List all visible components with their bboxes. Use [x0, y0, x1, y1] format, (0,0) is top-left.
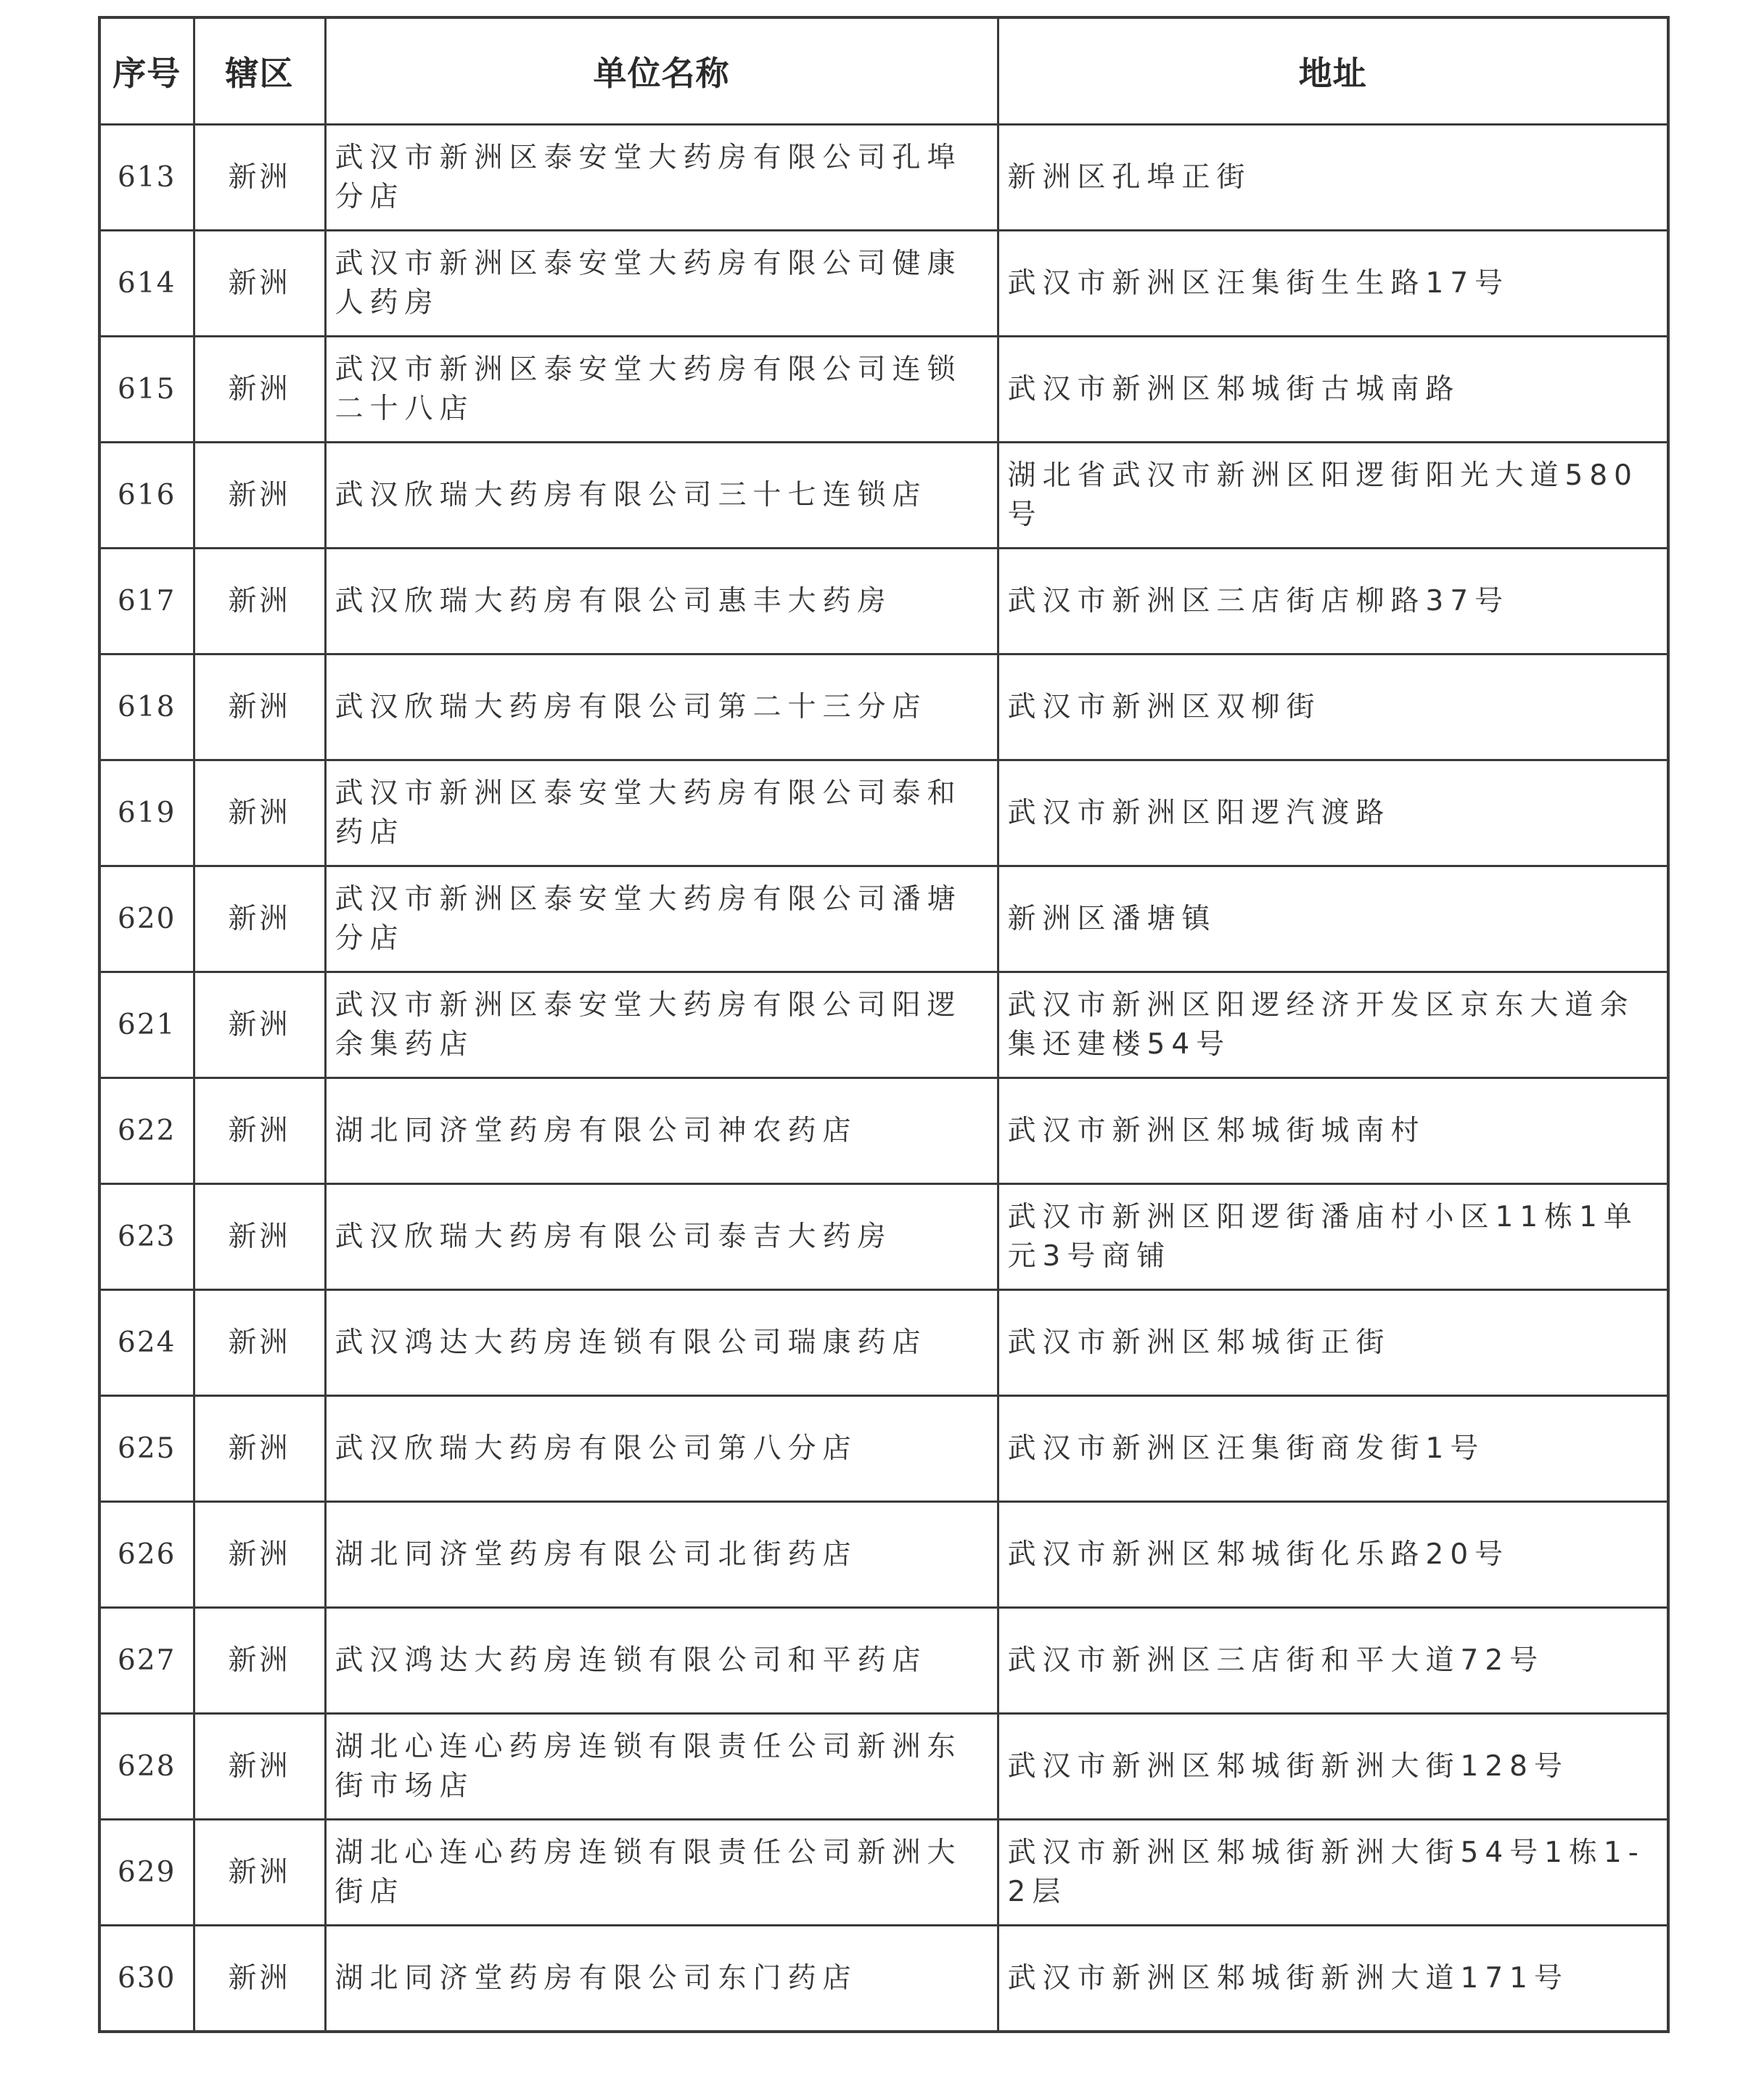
table-row — [99, 1926, 1668, 2032]
cell-no: 628 — [99, 1714, 194, 1820]
table-row — [99, 1714, 1668, 1820]
cell-name: 湖北心连心药房连锁有限责任公司新洲东街市场店 — [325, 1714, 998, 1820]
cell-no: 621 — [99, 972, 194, 1078]
table-row — [99, 231, 1668, 337]
cell-address: 武汉市新洲区三店街店柳路37号 — [998, 549, 1668, 654]
table-row — [99, 1078, 1668, 1184]
cell-district: 新洲 — [194, 1714, 325, 1820]
table-row — [99, 1608, 1668, 1714]
cell-name: 武汉市新洲区泰安堂大药房有限公司连锁二十八店 — [325, 337, 998, 443]
cell-district: 新洲 — [194, 1502, 325, 1608]
cell-no: 617 — [99, 549, 194, 654]
header-no: 序号 — [99, 17, 194, 125]
cell-name: 武汉鸿达大药房连锁有限公司和平药店 — [325, 1608, 998, 1714]
cell-address: 武汉市新洲区邾城街化乐路20号 — [998, 1502, 1668, 1608]
cell-address: 武汉市新洲区阳逻经济开发区京东大道余集还建楼54号 — [998, 972, 1668, 1078]
table-row — [99, 443, 1668, 549]
header-district: 辖区 — [194, 17, 325, 125]
cell-address: 武汉市新洲区阳逻汽渡路 — [998, 760, 1668, 866]
cell-no: 625 — [99, 1396, 194, 1502]
table-row — [99, 1502, 1668, 1608]
cell-name: 武汉市新洲区泰安堂大药房有限公司孔埠分店 — [325, 125, 998, 231]
cell-no: 615 — [99, 337, 194, 443]
cell-district: 新洲 — [194, 443, 325, 549]
cell-no: 622 — [99, 1078, 194, 1184]
table-row — [99, 125, 1668, 231]
cell-name: 武汉欣瑞大药房有限公司泰吉大药房 — [325, 1184, 998, 1290]
table-row — [99, 1396, 1668, 1502]
cell-name: 湖北同济堂药房有限公司北街药店 — [325, 1502, 998, 1608]
cell-district: 新洲 — [194, 1820, 325, 1926]
cell-address: 武汉市新洲区阳逻街潘庙村小区11栋1单元3号商铺 — [998, 1184, 1668, 1290]
table-row — [99, 1820, 1668, 1926]
header-address: 地址 — [998, 17, 1668, 125]
cell-district: 新洲 — [194, 1184, 325, 1290]
cell-name: 武汉欣瑞大药房有限公司第二十三分店 — [325, 654, 998, 760]
table-row — [99, 1184, 1668, 1290]
cell-district: 新洲 — [194, 549, 325, 654]
cell-address: 武汉市新洲区邾城街城南村 — [998, 1078, 1668, 1184]
cell-district: 新洲 — [194, 1078, 325, 1184]
cell-district: 新洲 — [194, 231, 325, 337]
cell-district: 新洲 — [194, 866, 325, 972]
cell-address: 武汉市新洲区汪集街商发街1号 — [998, 1396, 1668, 1502]
cell-district: 新洲 — [194, 1608, 325, 1714]
cell-no: 616 — [99, 443, 194, 549]
cell-district: 新洲 — [194, 972, 325, 1078]
cell-no: 630 — [99, 1926, 194, 2032]
cell-address: 武汉市新洲区邾城街新洲大道171号 — [998, 1926, 1668, 2032]
table-body — [99, 125, 1668, 2032]
cell-no: 613 — [99, 125, 194, 231]
cell-address: 新洲区孔埠正街 — [998, 125, 1668, 231]
cell-no: 626 — [99, 1502, 194, 1608]
pharmacy-table — [98, 16, 1670, 2033]
cell-address: 武汉市新洲区双柳街 — [998, 654, 1668, 760]
cell-no: 627 — [99, 1608, 194, 1714]
cell-district: 新洲 — [194, 1396, 325, 1502]
cell-name: 武汉市新洲区泰安堂大药房有限公司健康人药房 — [325, 231, 998, 337]
cell-district: 新洲 — [194, 760, 325, 866]
header-row — [99, 17, 1668, 125]
cell-district: 新洲 — [194, 1290, 325, 1396]
cell-no: 629 — [99, 1820, 194, 1926]
table-row — [99, 549, 1668, 654]
cell-no: 614 — [99, 231, 194, 337]
document-page — [98, 16, 1667, 2033]
cell-name: 武汉市新洲区泰安堂大药房有限公司潘塘分店 — [325, 866, 998, 972]
cell-address: 武汉市新洲区汪集街生生路17号 — [998, 231, 1668, 337]
table-row — [99, 1290, 1668, 1396]
table-row — [99, 760, 1668, 866]
cell-name: 武汉欣瑞大药房有限公司第八分店 — [325, 1396, 998, 1502]
cell-name: 武汉欣瑞大药房有限公司惠丰大药房 — [325, 549, 998, 654]
cell-no: 624 — [99, 1290, 194, 1396]
cell-district: 新洲 — [194, 1926, 325, 2032]
cell-district: 新洲 — [194, 654, 325, 760]
cell-name: 武汉欣瑞大药房有限公司三十七连锁店 — [325, 443, 998, 549]
table-row — [99, 972, 1668, 1078]
table-row — [99, 654, 1668, 760]
cell-address: 新洲区潘塘镇 — [998, 866, 1668, 972]
cell-district: 新洲 — [194, 125, 325, 231]
cell-address: 武汉市新洲区邾城街新洲大街128号 — [998, 1714, 1668, 1820]
cell-address: 武汉市新洲区邾城街古城南路 — [998, 337, 1668, 443]
cell-no: 623 — [99, 1184, 194, 1290]
table-header — [99, 17, 1668, 125]
cell-name: 武汉市新洲区泰安堂大药房有限公司泰和药店 — [325, 760, 998, 866]
cell-name: 武汉市新洲区泰安堂大药房有限公司阳逻余集药店 — [325, 972, 998, 1078]
table-row — [99, 337, 1668, 443]
cell-address: 武汉市新洲区邾城街正街 — [998, 1290, 1668, 1396]
cell-name: 武汉鸿达大药房连锁有限公司瑞康药店 — [325, 1290, 998, 1396]
cell-name: 湖北心连心药房连锁有限责任公司新洲大街店 — [325, 1820, 998, 1926]
cell-name: 湖北同济堂药房有限公司神农药店 — [325, 1078, 998, 1184]
cell-address: 湖北省武汉市新洲区阳逻街阳光大道580号 — [998, 443, 1668, 549]
table-row — [99, 866, 1668, 972]
cell-address: 武汉市新洲区三店街和平大道72号 — [998, 1608, 1668, 1714]
cell-no: 619 — [99, 760, 194, 866]
header-name: 单位名称 — [325, 17, 998, 125]
cell-district: 新洲 — [194, 337, 325, 443]
cell-name: 湖北同济堂药房有限公司东门药店 — [325, 1926, 998, 2032]
cell-no: 618 — [99, 654, 194, 760]
cell-address: 武汉市新洲区邾城街新洲大街54号1栋1-2层 — [998, 1820, 1668, 1926]
cell-no: 620 — [99, 866, 194, 972]
